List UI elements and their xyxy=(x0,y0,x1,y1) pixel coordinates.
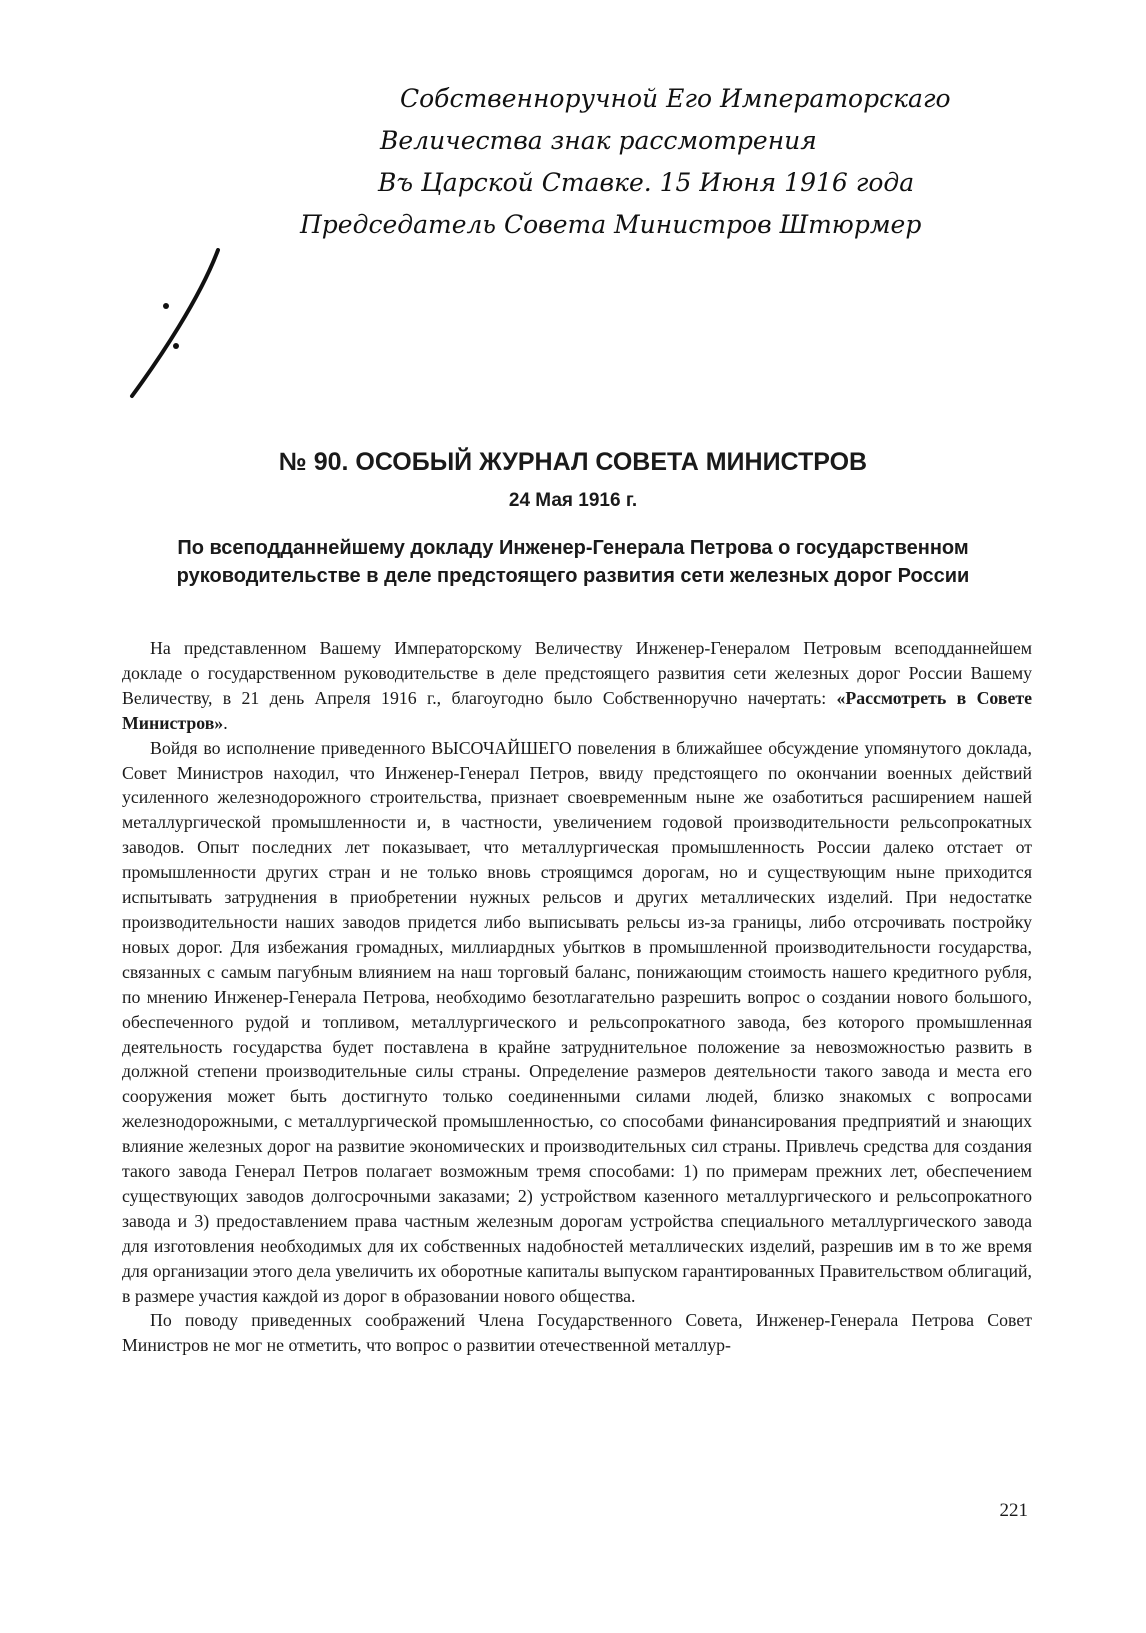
paragraph xyxy=(122,636,1032,736)
paragraph: По поводу приведенных соображений Члена Государственного Совета, Инженер-Генерала Петрова Совет Министров не мог не отметить, что вопрос о развитии отечественной металлур- xyxy=(122,1310,1032,1356)
paragraph-end: . xyxy=(223,712,228,733)
paragraph-text: На представленном Вашему Императорскому Величеству Инженер-Генералом Петровым всеподданнейшем докладе о государственном руководительстве в деле предстоящего развития сети железных дорог России Вашему Величеству, в 21 день Апреля 1916 г., благоугодно было Собственноручно начертать: xyxy=(122,638,1032,708)
resolution-quote: «Рассмотреть в Совете Министров» xyxy=(122,687,1032,733)
document-date: 24 Мая 1916 г. xyxy=(508,490,638,511)
handwritten-line: Председатель Совета Министров Штюрмер xyxy=(300,210,922,239)
handwritten-line: Въ Царской Ставке. 15 Июня 1916 года xyxy=(378,168,915,197)
handwritten-note xyxy=(300,78,951,246)
handwritten-line: Величества знак рассмотрения xyxy=(380,126,817,155)
handwritten-slash-mark-icon xyxy=(120,248,230,408)
document-body xyxy=(122,636,1032,1358)
page-number: 221 xyxy=(999,1500,1028,1521)
handwritten-line: Собственноручной Его Императорскаго xyxy=(400,84,951,113)
document-title: № 90. ОСОБЫЙ ЖУРНАЛ СОВЕТА МИНИСТРОВ xyxy=(278,448,868,476)
paragraph: Войдя во исполнение приведенного ВЫСОЧАЙШЕГО повеления в ближайшее обсуждение упомянутого доклада, Совет Министров находил, что Инженер-Генерал Петров, ввиду предстоящего по окончании военных действий усиленного железнодорожного строительства, признает своевременным ныне же озаботиться расширением нашей металлургической промышленности и, в частности, увеличением годовой производительности рельсопрокатных заводов. Опыт последних лет показывает, что металлургическая промышленность России далеко отстает от промышленности других стран и не только вновь строящимся дорогам, но и существующим ныне приходится испытывать затруднения в приобретении нужных рельсов и других металлических изделий. При недостатке производительности наших заводов придется либо выписывать рельсы из-за границы, либо отсрочивать постройку новых дорог. Для избежания громадных, миллиардных убытков в промышленной производительности государства, связанных с самым пагубным влиянием на наш торговый баланс, понижающим стоимость нашего кредитного рубля, по мнению Инженер-Генерала Петрова, необходимо безотлагательно разрешить вопрос о создании нового большого, обеспеченного рудой и топливом, металлургического и рельсопрокатного завода, без которого промышленная деятельность государства будет поставлена в крайне затруднительное положение за невозможностью развить в должной степени производительные силы страны. Определение размеров деятельности такого завода и места его сооружения может быть достигнуто только соединенными силами людей, близко знакомых с вопросами железнодорожными, с металлургической промышленностью, со способами финансирования предприятий и знающих влияние железных дорог на развитие экономических и производительных сил страны. Привлечь средства для создания такого завода Генерал Петров полагает возможным тремя способами: 1) по примерам прежних лет, обеспечением существующих заводов долгосрочными заказами; 2) устройством казенного металлургического и рельсопрокатного завода и 3) предоставлением права частным железным дорогам устройства специального металлургического завода для изготовления необходимых для их собственных надобностей металлических изделий, разрешив им в то же время для организации этого дела увеличить их оборотные капиталы выпуском гарантированных Правительством облигаций, в размере участия каждой из дорог в образовании нового общества. xyxy=(122,737,1032,1306)
document-subtitle: По всеподданнейшему докладу Инженер-Генерала Петрова о государственном руководительстве в деле предстоящего развития сети железных дорог России xyxy=(176,537,970,587)
